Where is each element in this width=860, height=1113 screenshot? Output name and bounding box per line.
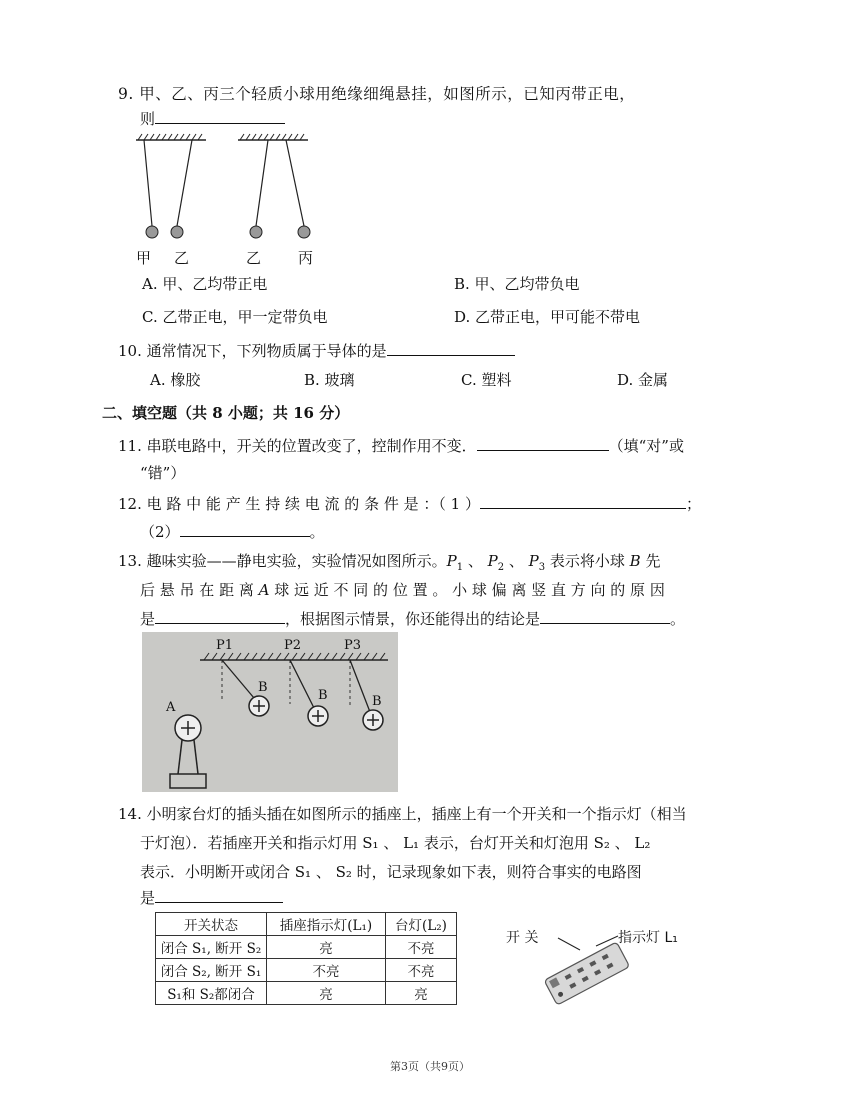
table-cell: 亮: [267, 936, 386, 959]
q13-p1-sub: 1: [456, 562, 464, 573]
q12-line1: [118, 493, 701, 514]
q13-p3-sub: 3: [538, 562, 546, 573]
q9-option-d[interactable]: D. 乙带正电，甲可能不带电: [454, 308, 641, 326]
q9-label-bing: 丙: [298, 249, 314, 267]
q10-option-a[interactable]: A. 橡胶: [150, 371, 201, 389]
q13-fig-a: A: [166, 700, 176, 715]
ball-yi-left: [171, 226, 183, 238]
q13-line1: [118, 550, 660, 573]
q14-fig-indicator-label: 指示灯 L₁: [618, 930, 678, 946]
q13-text-h: 。: [670, 610, 686, 628]
q11-text: 11. 串联电路中，开关的位置改变了，控制作用不变．: [118, 437, 477, 455]
q12-prefix2: （2）: [140, 523, 180, 541]
table-cell: 亮: [267, 982, 386, 1005]
table-row: [156, 936, 457, 959]
q10-option-c[interactable]: C. 塑料: [461, 371, 512, 389]
q13-p1: P: [446, 552, 457, 570]
q12-answer-blank-1[interactable]: [480, 494, 686, 509]
q14-fig-switch-label: 开 关: [506, 930, 539, 946]
ball-bing: [298, 226, 310, 238]
q14-observation-table: [155, 912, 457, 1005]
q11-suffix: （填“对”或: [608, 437, 684, 455]
ball-a-stand: [170, 715, 206, 788]
q12-line2: [140, 521, 325, 542]
q12-answer-blank-2[interactable]: [180, 522, 310, 537]
q10-text-label: 10. 通常情况下，下列物质属于导体的是: [118, 342, 387, 360]
q13-figure-drawing: [142, 632, 398, 792]
q14-line1: 14. 小明家台灯的插头插在如图所示的插座上，插座上有一个开关和一个指示灯（相当: [118, 805, 687, 823]
q9-label-yi-left: 乙: [174, 249, 190, 267]
q11-line2: “错”）: [140, 464, 186, 482]
ball-b-p2: [308, 706, 328, 726]
q10-text: [118, 340, 515, 361]
q13-text-b: 表示将小球: [545, 552, 630, 570]
table-cell: 不亮: [386, 959, 457, 982]
q13-p2: P: [487, 552, 498, 570]
q9-option-a[interactable]: A. 甲、乙均带正电: [142, 275, 268, 293]
table-header-row: [156, 913, 457, 936]
q13-fig-b3: B: [372, 694, 382, 709]
q12-suffix1: ；: [685, 495, 701, 513]
q10-option-b[interactable]: B. 玻璃: [304, 371, 355, 389]
ball-b-p1: [249, 696, 269, 716]
q13-line3: [140, 608, 685, 629]
q13-text-f: 是: [140, 610, 156, 628]
q9-text: 9. 甲、乙、丙三个轻质小球用绝缘细绳悬挂，如图所示，已知丙带正电，: [118, 85, 636, 103]
q10-option-d[interactable]: D. 金属: [617, 371, 669, 389]
q9-answer-blank[interactable]: [155, 109, 285, 124]
q13-ball-b: B: [629, 552, 641, 570]
q13-fig-b2: B: [318, 688, 328, 703]
ball-b-p3: [363, 710, 383, 730]
ball-yi-right: [250, 226, 262, 238]
q14-answer-blank[interactable]: [155, 888, 283, 903]
q13-p3: P: [528, 552, 539, 570]
q13-line2: [140, 579, 665, 600]
table-cell: 不亮: [386, 936, 457, 959]
q13-text-e: 球 远 近 不 同 的 位 置 。 小 球 偏 离 竖 直 方 向 的 原 因: [269, 581, 665, 599]
q9-option-c[interactable]: C. 乙带正电，甲一定带负电: [142, 308, 328, 326]
section-title: 二、填空题（共 8 小题；共 16 分）: [102, 404, 350, 422]
page-footer: 第3页（共9页）: [390, 1060, 470, 1073]
q9-prefix: [140, 108, 285, 129]
table-cell: 亮: [386, 982, 457, 1005]
q13-figure: [142, 632, 398, 792]
table-header: 插座指示灯(L₁): [267, 913, 386, 936]
q13-fig-p2: P2: [284, 638, 302, 653]
q11-line1: [118, 435, 684, 456]
q14-line4: [140, 887, 283, 908]
table-row: [156, 959, 457, 982]
table-cell: S₁和 S₂都闭合: [156, 982, 267, 1005]
q9-label-yi-right: 乙: [246, 249, 262, 267]
q9-label-jia: 甲: [136, 249, 152, 267]
q13-text-d: 后 悬 吊 在 距 离: [140, 581, 259, 599]
q13-fig-p1: P1: [216, 638, 234, 653]
table-cell: 闭合 S₂, 断开 S₁: [156, 959, 267, 982]
q13-ball-a: A: [258, 581, 270, 599]
q13-text-c: 先: [640, 552, 661, 570]
ball-jia: [146, 226, 158, 238]
q9-ceiling-left: [136, 134, 206, 140]
q13-text-g: ，根据图示情景，你还能得出的结论是: [285, 610, 541, 628]
q13-text-a: 13. 趣味实验——静电实验，实验情况如图所示。: [118, 552, 447, 570]
q10-answer-blank[interactable]: [387, 341, 515, 356]
q12-text: 12. 电 路 中 能 产 生 持 续 电 流 的 条 件 是 ：（ 1 ）: [118, 495, 480, 513]
q13-p2-sub: 2: [497, 562, 505, 573]
q14-line4-text: 是: [140, 889, 156, 907]
q9-prefix-text: 则: [140, 110, 156, 128]
q13-answer-blank-1[interactable]: [155, 609, 285, 624]
q14-line2: 于灯泡）．若插座开关和指示灯用 S₁ 、 L₁ 表示，台灯开关和灯泡用 S₂ 、 L₂: [140, 834, 651, 852]
q9-ceiling-right: [238, 134, 308, 140]
table-row: [156, 982, 457, 1005]
q13-answer-blank-2[interactable]: [540, 609, 670, 624]
q14-line3: 表示．小明断开或闭合 S₁ 、 S₂ 时，记录现象如下表，则符合事实的电路图: [140, 863, 642, 881]
q13-fig-p3: P3: [344, 638, 362, 653]
q9-option-b[interactable]: B. 甲、乙均带负电: [454, 275, 580, 293]
q13-sep1: 、: [463, 552, 488, 570]
table-cell: 闭合 S₁, 断开 S₂: [156, 936, 267, 959]
table-header: 台灯(L₂): [386, 913, 457, 936]
q13-fig-b1: B: [258, 680, 268, 695]
q11-answer-blank[interactable]: [477, 436, 609, 451]
table-header: 开关状态: [156, 913, 267, 936]
table-cell: 不亮: [267, 959, 386, 982]
q12-suffix2: 。: [309, 523, 325, 541]
q13-sep2: 、: [504, 552, 529, 570]
q14-power-strip: [530, 930, 640, 1005]
